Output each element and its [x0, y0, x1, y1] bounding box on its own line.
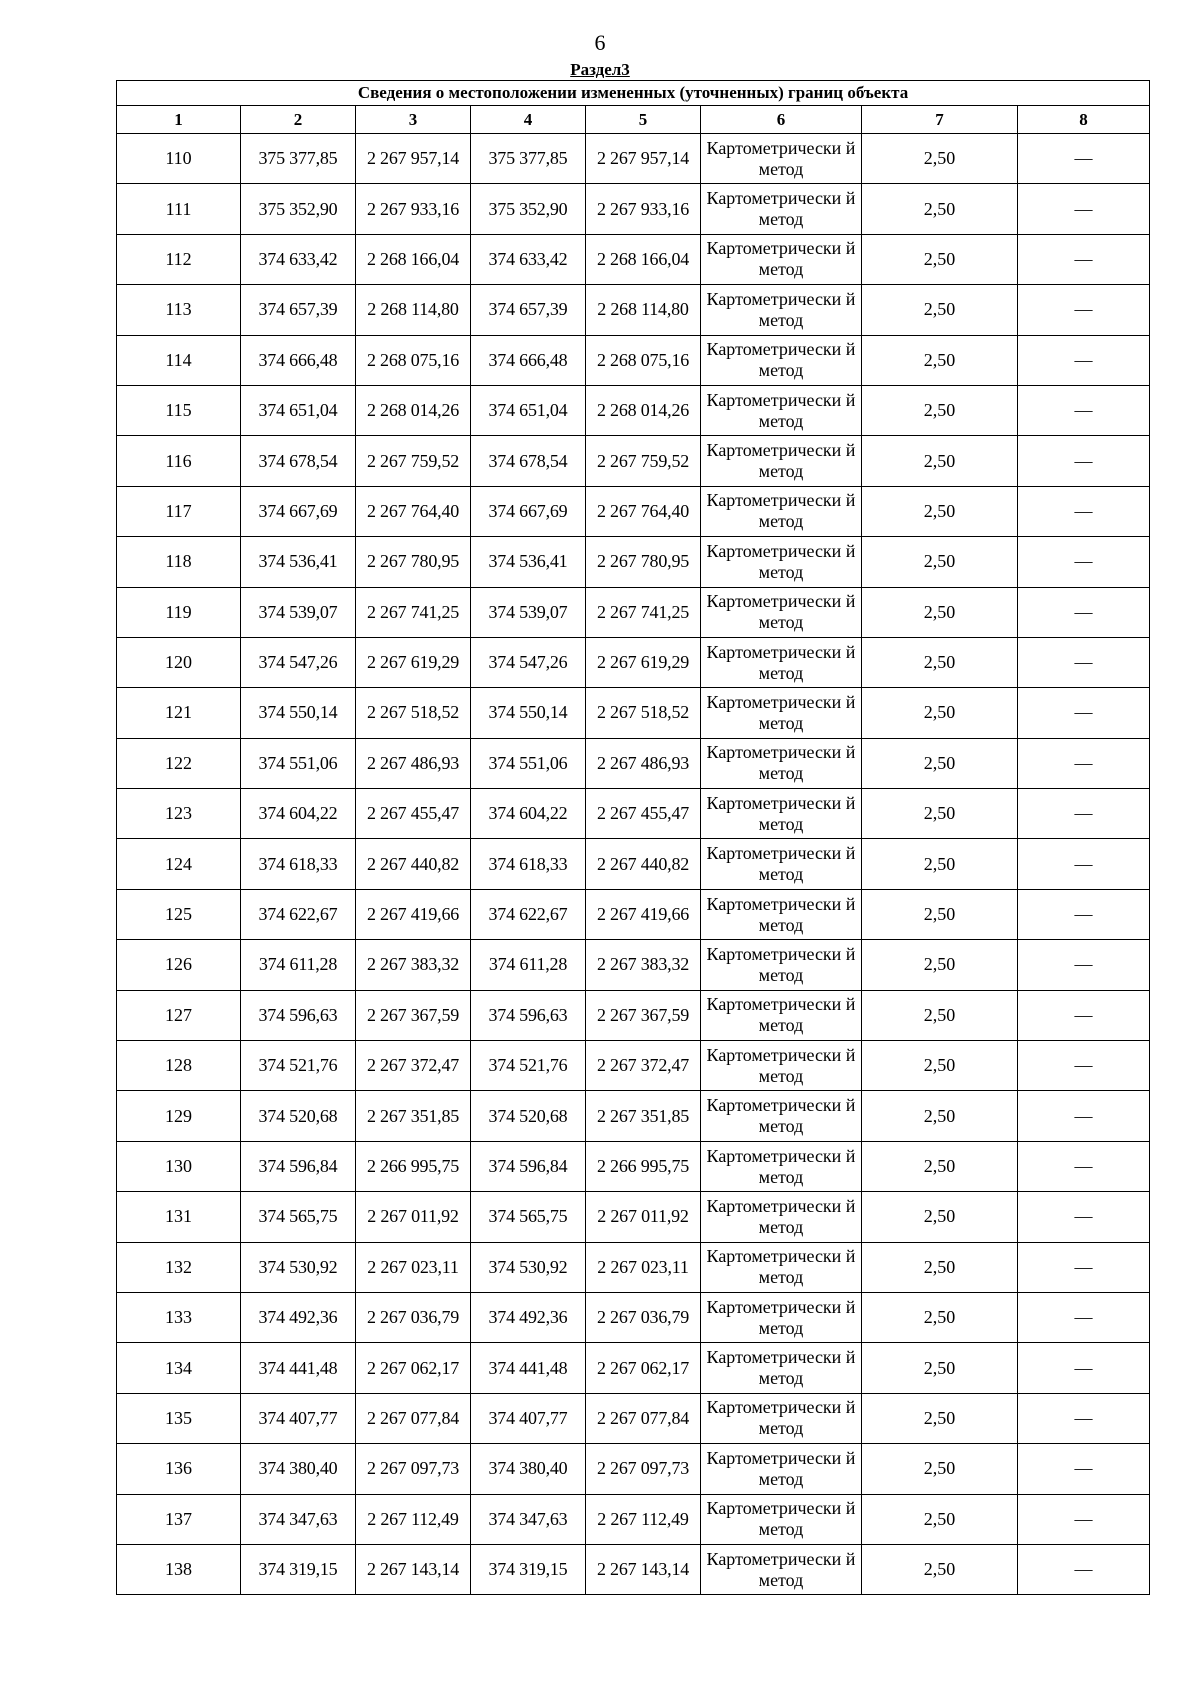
- x-new-cell: 374 536,41: [471, 537, 586, 587]
- x-existing-cell: 374 604,22: [241, 789, 356, 839]
- boundary-description-cell: —: [1018, 738, 1150, 788]
- method-cell: Картометрически й метод: [701, 1494, 862, 1544]
- table-row: [117, 436, 1150, 486]
- boundary-description-cell: —: [1018, 184, 1150, 234]
- x-new-cell: 374 407,77: [471, 1393, 586, 1443]
- point-number-cell: 119: [117, 587, 241, 637]
- y-new-cell: 2 267 759,52: [586, 436, 701, 486]
- column-number-2: 2: [241, 106, 356, 134]
- x-new-cell: 374 633,42: [471, 234, 586, 284]
- x-existing-cell: 374 536,41: [241, 537, 356, 587]
- table-row: [117, 990, 1150, 1040]
- accuracy-cell: 2,50: [862, 1141, 1018, 1191]
- boundary-description-cell: —: [1018, 385, 1150, 435]
- x-existing-cell: 374 565,75: [241, 1192, 356, 1242]
- y-existing-cell: 2 266 995,75: [356, 1141, 471, 1191]
- table-row: [117, 738, 1150, 788]
- point-number-cell: 115: [117, 385, 241, 435]
- x-existing-cell: 374 520,68: [241, 1091, 356, 1141]
- x-existing-cell: 375 377,85: [241, 134, 356, 184]
- y-existing-cell: 2 267 619,29: [356, 637, 471, 687]
- table-row: [117, 385, 1150, 435]
- x-existing-cell: 374 550,14: [241, 688, 356, 738]
- point-number-cell: 124: [117, 839, 241, 889]
- point-number-cell: 114: [117, 335, 241, 385]
- point-number-cell: 110: [117, 134, 241, 184]
- table-row: [117, 1242, 1150, 1292]
- accuracy-cell: 2,50: [862, 789, 1018, 839]
- x-existing-cell: 374 618,33: [241, 839, 356, 889]
- x-existing-cell: 374 666,48: [241, 335, 356, 385]
- y-new-cell: 2 267 351,85: [586, 1091, 701, 1141]
- y-new-cell: 2 267 455,47: [586, 789, 701, 839]
- method-cell: Картометрически й метод: [701, 839, 862, 889]
- boundary-description-cell: —: [1018, 990, 1150, 1040]
- method-cell: Картометрически й метод: [701, 1192, 862, 1242]
- y-new-cell: 2 267 741,25: [586, 587, 701, 637]
- x-new-cell: 374 565,75: [471, 1192, 586, 1242]
- accuracy-cell: 2,50: [862, 385, 1018, 435]
- table-row: [117, 1544, 1150, 1594]
- x-new-cell: 374 611,28: [471, 940, 586, 990]
- point-number-cell: 138: [117, 1544, 241, 1594]
- y-new-cell: 2 267 077,84: [586, 1393, 701, 1443]
- method-cell: Картометрически й метод: [701, 486, 862, 536]
- y-existing-cell: 2 267 036,79: [356, 1292, 471, 1342]
- boundary-description-cell: —: [1018, 1242, 1150, 1292]
- table-caption-row: [117, 81, 1150, 106]
- accuracy-cell: 2,50: [862, 537, 1018, 587]
- table-row: [117, 134, 1150, 184]
- boundary-description-cell: —: [1018, 1091, 1150, 1141]
- boundary-description-cell: —: [1018, 587, 1150, 637]
- x-new-cell: 375 377,85: [471, 134, 586, 184]
- accuracy-cell: 2,50: [862, 486, 1018, 536]
- point-number-cell: 135: [117, 1393, 241, 1443]
- point-number-cell: 120: [117, 637, 241, 687]
- x-new-cell: 374 530,92: [471, 1242, 586, 1292]
- x-existing-cell: 374 622,67: [241, 889, 356, 939]
- point-number-cell: 123: [117, 789, 241, 839]
- boundary-description-cell: —: [1018, 436, 1150, 486]
- table-caption: Сведения о местоположении измененных (уточненных) границ объекта: [117, 81, 1150, 106]
- coordinates-table: [116, 80, 1150, 1595]
- x-new-cell: 374 550,14: [471, 688, 586, 738]
- y-new-cell: 2 268 114,80: [586, 285, 701, 335]
- y-new-cell: 2 267 419,66: [586, 889, 701, 939]
- y-new-cell: 2 268 014,26: [586, 385, 701, 435]
- boundary-description-cell: —: [1018, 940, 1150, 990]
- point-number-cell: 122: [117, 738, 241, 788]
- x-new-cell: 374 618,33: [471, 839, 586, 889]
- y-existing-cell: 2 267 367,59: [356, 990, 471, 1040]
- accuracy-cell: 2,50: [862, 637, 1018, 687]
- boundary-description-cell: —: [1018, 839, 1150, 889]
- boundary-description-cell: —: [1018, 789, 1150, 839]
- method-cell: Картометрически й метод: [701, 1444, 862, 1494]
- accuracy-cell: 2,50: [862, 436, 1018, 486]
- table-row: [117, 184, 1150, 234]
- method-cell: Картометрически й метод: [701, 637, 862, 687]
- table-row: [117, 537, 1150, 587]
- point-number-cell: 128: [117, 1041, 241, 1091]
- y-new-cell: 2 267 097,73: [586, 1444, 701, 1494]
- x-new-cell: 374 492,36: [471, 1292, 586, 1342]
- y-new-cell: 2 268 075,16: [586, 335, 701, 385]
- x-existing-cell: 374 407,77: [241, 1393, 356, 1443]
- accuracy-cell: 2,50: [862, 688, 1018, 738]
- accuracy-cell: 2,50: [862, 134, 1018, 184]
- x-existing-cell: 374 530,92: [241, 1242, 356, 1292]
- boundary-description-cell: —: [1018, 1041, 1150, 1091]
- boundary-description-cell: —: [1018, 234, 1150, 284]
- method-cell: Картометрически й метод: [701, 184, 862, 234]
- accuracy-cell: 2,50: [862, 1393, 1018, 1443]
- column-number-5: 5: [586, 106, 701, 134]
- accuracy-cell: 2,50: [862, 1192, 1018, 1242]
- table-row: [117, 1494, 1150, 1544]
- column-number-1: 1: [117, 106, 241, 134]
- point-number-cell: 113: [117, 285, 241, 335]
- method-cell: Картометрически й метод: [701, 234, 862, 284]
- table-row: [117, 789, 1150, 839]
- column-number-8: 8: [1018, 106, 1150, 134]
- y-new-cell: 2 267 957,14: [586, 134, 701, 184]
- table-row: [117, 1393, 1150, 1443]
- accuracy-cell: 2,50: [862, 1494, 1018, 1544]
- y-existing-cell: 2 268 166,04: [356, 234, 471, 284]
- y-existing-cell: 2 267 486,93: [356, 738, 471, 788]
- x-existing-cell: 374 651,04: [241, 385, 356, 435]
- accuracy-cell: 2,50: [862, 990, 1018, 1040]
- y-existing-cell: 2 267 440,82: [356, 839, 471, 889]
- x-new-cell: 374 520,68: [471, 1091, 586, 1141]
- point-number-cell: 125: [117, 889, 241, 939]
- x-new-cell: 374 551,06: [471, 738, 586, 788]
- y-new-cell: 2 267 933,16: [586, 184, 701, 234]
- x-existing-cell: 374 547,26: [241, 637, 356, 687]
- y-new-cell: 2 266 995,75: [586, 1141, 701, 1191]
- y-new-cell: 2 267 143,14: [586, 1544, 701, 1594]
- x-new-cell: 374 380,40: [471, 1444, 586, 1494]
- x-new-cell: 375 352,90: [471, 184, 586, 234]
- column-number-row: [117, 106, 1150, 134]
- point-number-cell: 133: [117, 1292, 241, 1342]
- column-number-7: 7: [862, 106, 1018, 134]
- x-new-cell: 374 657,39: [471, 285, 586, 335]
- accuracy-cell: 2,50: [862, 1041, 1018, 1091]
- y-existing-cell: 2 267 372,47: [356, 1041, 471, 1091]
- accuracy-cell: 2,50: [862, 839, 1018, 889]
- y-existing-cell: 2 267 062,17: [356, 1343, 471, 1393]
- y-existing-cell: 2 267 741,25: [356, 587, 471, 637]
- boundary-description-cell: —: [1018, 1292, 1150, 1342]
- boundary-description-cell: —: [1018, 134, 1150, 184]
- boundary-description-cell: —: [1018, 1343, 1150, 1393]
- method-cell: Картометрически й метод: [701, 1544, 862, 1594]
- method-cell: Картометрически й метод: [701, 1292, 862, 1342]
- section-title: Раздел3: [570, 60, 630, 79]
- accuracy-cell: 2,50: [862, 234, 1018, 284]
- point-number-cell: 121: [117, 688, 241, 738]
- y-existing-cell: 2 267 097,73: [356, 1444, 471, 1494]
- y-existing-cell: 2 268 014,26: [356, 385, 471, 435]
- x-new-cell: 374 547,26: [471, 637, 586, 687]
- table-row: [117, 839, 1150, 889]
- method-cell: Картометрически й метод: [701, 1091, 862, 1141]
- table-row: [117, 1041, 1150, 1091]
- y-existing-cell: 2 267 759,52: [356, 436, 471, 486]
- table-row: [117, 335, 1150, 385]
- boundary-description-cell: —: [1018, 637, 1150, 687]
- table-row: [117, 889, 1150, 939]
- x-existing-cell: 374 633,42: [241, 234, 356, 284]
- x-existing-cell: 374 551,06: [241, 738, 356, 788]
- x-new-cell: 374 539,07: [471, 587, 586, 637]
- y-existing-cell: 2 267 351,85: [356, 1091, 471, 1141]
- boundary-description-cell: —: [1018, 1393, 1150, 1443]
- accuracy-cell: 2,50: [862, 184, 1018, 234]
- point-number-cell: 126: [117, 940, 241, 990]
- x-existing-cell: 374 539,07: [241, 587, 356, 637]
- column-number-3: 3: [356, 106, 471, 134]
- boundary-description-cell: —: [1018, 1544, 1150, 1594]
- table-row: [117, 234, 1150, 284]
- method-cell: Картометрически й метод: [701, 285, 862, 335]
- x-existing-cell: 374 319,15: [241, 1544, 356, 1594]
- y-existing-cell: 2 267 112,49: [356, 1494, 471, 1544]
- y-new-cell: 2 267 383,32: [586, 940, 701, 990]
- method-cell: Картометрически й метод: [701, 134, 862, 184]
- point-number-cell: 137: [117, 1494, 241, 1544]
- column-number-4: 4: [471, 106, 586, 134]
- y-new-cell: 2 267 764,40: [586, 486, 701, 536]
- method-cell: Картометрически й метод: [701, 940, 862, 990]
- y-existing-cell: 2 267 011,92: [356, 1192, 471, 1242]
- accuracy-cell: 2,50: [862, 940, 1018, 990]
- method-cell: Картометрически й метод: [701, 990, 862, 1040]
- y-existing-cell: 2 267 419,66: [356, 889, 471, 939]
- table-row: [117, 688, 1150, 738]
- table-row: [117, 285, 1150, 335]
- method-cell: Картометрически й метод: [701, 1141, 862, 1191]
- y-existing-cell: 2 267 077,84: [356, 1393, 471, 1443]
- y-existing-cell: 2 267 518,52: [356, 688, 471, 738]
- y-new-cell: 2 267 036,79: [586, 1292, 701, 1342]
- page-number: 6: [594, 30, 606, 55]
- accuracy-cell: 2,50: [862, 1444, 1018, 1494]
- accuracy-cell: 2,50: [862, 1242, 1018, 1292]
- x-existing-cell: 374 596,84: [241, 1141, 356, 1191]
- method-cell: Картометрически й метод: [701, 436, 862, 486]
- method-cell: Картометрически й метод: [701, 688, 862, 738]
- x-existing-cell: 375 352,90: [241, 184, 356, 234]
- method-cell: Картометрически й метод: [701, 738, 862, 788]
- x-existing-cell: 374 347,63: [241, 1494, 356, 1544]
- method-cell: Картометрически й метод: [701, 1393, 862, 1443]
- y-existing-cell: 2 268 075,16: [356, 335, 471, 385]
- table-row: [117, 1292, 1150, 1342]
- accuracy-cell: 2,50: [862, 1343, 1018, 1393]
- table-row: [117, 1444, 1150, 1494]
- y-new-cell: 2 267 023,11: [586, 1242, 701, 1292]
- y-existing-cell: 2 267 957,14: [356, 134, 471, 184]
- boundary-description-cell: —: [1018, 537, 1150, 587]
- boundary-description-cell: —: [1018, 285, 1150, 335]
- accuracy-cell: 2,50: [862, 889, 1018, 939]
- table-body: [117, 134, 1150, 1595]
- method-cell: Картометрически й метод: [701, 335, 862, 385]
- accuracy-cell: 2,50: [862, 738, 1018, 788]
- y-new-cell: 2 267 372,47: [586, 1041, 701, 1091]
- point-number-cell: 131: [117, 1192, 241, 1242]
- point-number-cell: 130: [117, 1141, 241, 1191]
- column-number-6: 6: [701, 106, 862, 134]
- point-number-cell: 117: [117, 486, 241, 536]
- accuracy-cell: 2,50: [862, 1544, 1018, 1594]
- table-row: [117, 486, 1150, 536]
- accuracy-cell: 2,50: [862, 587, 1018, 637]
- point-number-cell: 111: [117, 184, 241, 234]
- x-new-cell: 374 319,15: [471, 1544, 586, 1594]
- boundary-description-cell: —: [1018, 1141, 1150, 1191]
- y-new-cell: 2 267 440,82: [586, 839, 701, 889]
- x-new-cell: 374 596,63: [471, 990, 586, 1040]
- y-new-cell: 2 267 619,29: [586, 637, 701, 687]
- y-new-cell: 2 267 486,93: [586, 738, 701, 788]
- boundary-description-cell: —: [1018, 889, 1150, 939]
- x-new-cell: 374 667,69: [471, 486, 586, 536]
- boundary-description-cell: —: [1018, 1494, 1150, 1544]
- point-number-cell: 112: [117, 234, 241, 284]
- point-number-cell: 118: [117, 537, 241, 587]
- y-new-cell: 2 267 062,17: [586, 1343, 701, 1393]
- point-number-cell: 136: [117, 1444, 241, 1494]
- x-existing-cell: 374 521,76: [241, 1041, 356, 1091]
- x-new-cell: 374 596,84: [471, 1141, 586, 1191]
- y-existing-cell: 2 267 764,40: [356, 486, 471, 536]
- boundary-description-cell: —: [1018, 1192, 1150, 1242]
- y-new-cell: 2 267 780,95: [586, 537, 701, 587]
- table-row: [117, 1343, 1150, 1393]
- point-number-cell: 132: [117, 1242, 241, 1292]
- x-existing-cell: 374 441,48: [241, 1343, 356, 1393]
- x-existing-cell: 374 678,54: [241, 436, 356, 486]
- x-new-cell: 374 521,76: [471, 1041, 586, 1091]
- x-new-cell: 374 622,67: [471, 889, 586, 939]
- y-existing-cell: 2 267 383,32: [356, 940, 471, 990]
- x-existing-cell: 374 596,63: [241, 990, 356, 1040]
- y-new-cell: 2 267 367,59: [586, 990, 701, 1040]
- boundary-description-cell: —: [1018, 688, 1150, 738]
- boundary-description-cell: —: [1018, 335, 1150, 385]
- x-new-cell: 374 604,22: [471, 789, 586, 839]
- point-number-cell: 127: [117, 990, 241, 1040]
- table-row: [117, 1192, 1150, 1242]
- method-cell: Картометрически й метод: [701, 385, 862, 435]
- x-existing-cell: 374 657,39: [241, 285, 356, 335]
- method-cell: Картометрически й метод: [701, 537, 862, 587]
- table-row: [117, 940, 1150, 990]
- table-row: [117, 1141, 1150, 1191]
- accuracy-cell: 2,50: [862, 1091, 1018, 1141]
- y-existing-cell: 2 268 114,80: [356, 285, 471, 335]
- method-cell: Картометрически й метод: [701, 889, 862, 939]
- boundary-description-cell: —: [1018, 486, 1150, 536]
- x-new-cell: 374 441,48: [471, 1343, 586, 1393]
- x-new-cell: 374 347,63: [471, 1494, 586, 1544]
- boundary-description-cell: —: [1018, 1444, 1150, 1494]
- method-cell: Картометрически й метод: [701, 1343, 862, 1393]
- method-cell: Картометрически й метод: [701, 587, 862, 637]
- point-number-cell: 134: [117, 1343, 241, 1393]
- x-new-cell: 374 666,48: [471, 335, 586, 385]
- y-existing-cell: 2 267 455,47: [356, 789, 471, 839]
- y-existing-cell: 2 267 143,14: [356, 1544, 471, 1594]
- table-row: [117, 1091, 1150, 1141]
- accuracy-cell: 2,50: [862, 335, 1018, 385]
- x-existing-cell: 374 380,40: [241, 1444, 356, 1494]
- x-existing-cell: 374 667,69: [241, 486, 356, 536]
- x-new-cell: 374 651,04: [471, 385, 586, 435]
- x-new-cell: 374 678,54: [471, 436, 586, 486]
- point-number-cell: 116: [117, 436, 241, 486]
- y-existing-cell: 2 267 780,95: [356, 537, 471, 587]
- table-row: [117, 587, 1150, 637]
- y-new-cell: 2 267 112,49: [586, 1494, 701, 1544]
- y-new-cell: 2 267 011,92: [586, 1192, 701, 1242]
- y-new-cell: 2 267 518,52: [586, 688, 701, 738]
- x-existing-cell: 374 611,28: [241, 940, 356, 990]
- x-existing-cell: 374 492,36: [241, 1292, 356, 1342]
- y-new-cell: 2 268 166,04: [586, 234, 701, 284]
- point-number-cell: 129: [117, 1091, 241, 1141]
- method-cell: Картометрически й метод: [701, 789, 862, 839]
- y-existing-cell: 2 267 933,16: [356, 184, 471, 234]
- accuracy-cell: 2,50: [862, 285, 1018, 335]
- method-cell: Картометрически й метод: [701, 1041, 862, 1091]
- y-existing-cell: 2 267 023,11: [356, 1242, 471, 1292]
- table-row: [117, 637, 1150, 687]
- method-cell: Картометрически й метод: [701, 1242, 862, 1292]
- accuracy-cell: 2,50: [862, 1292, 1018, 1342]
